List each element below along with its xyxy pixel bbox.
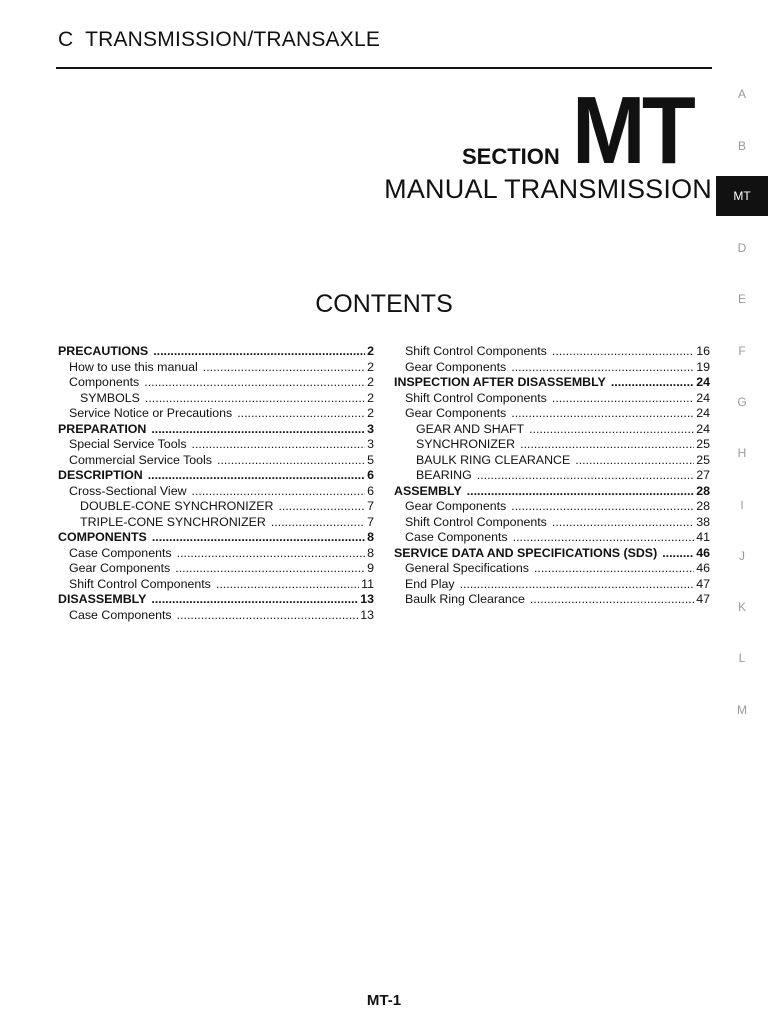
toc-entry[interactable] bbox=[394, 484, 710, 500]
toc-entry-page: 38 bbox=[696, 514, 710, 529]
toc-entry-title: Service Notice or Precautions bbox=[69, 406, 233, 420]
section-tab-m[interactable]: M bbox=[737, 703, 747, 717]
toc-entry-title: Components bbox=[69, 375, 140, 389]
toc-leader-dots bbox=[151, 592, 358, 608]
toc-entry-title: Baulk Ring Clearance bbox=[405, 592, 525, 606]
toc-entry-page: 25 bbox=[696, 437, 710, 451]
section-title: MANUAL TRANSMISSION bbox=[384, 174, 712, 204]
toc-entry-page: 3 bbox=[367, 437, 374, 451]
toc-entry[interactable] bbox=[58, 577, 374, 593]
section-tab-a[interactable]: A bbox=[737, 87, 746, 101]
toc-entry-title: Shift Control Components bbox=[69, 576, 211, 591]
toc-entry-page: 16 bbox=[696, 344, 710, 358]
chapter-title: TRANSMISSION/TRANSAXLE bbox=[85, 28, 381, 51]
toc-entry-title: Gear Components bbox=[405, 499, 507, 513]
toc-leader-dots bbox=[144, 375, 365, 391]
toc-entry-title: Gear Components bbox=[69, 561, 171, 575]
contents-heading: CONTENTS bbox=[315, 290, 453, 318]
toc-entry-page: 24 bbox=[696, 406, 710, 420]
toc-entry-title: DESCRIPTION bbox=[58, 468, 143, 482]
toc-entry[interactable] bbox=[58, 468, 374, 484]
toc-entry-page: 28 bbox=[696, 483, 710, 498]
toc-entry[interactable] bbox=[394, 453, 710, 469]
toc-entry[interactable] bbox=[394, 561, 710, 577]
toc-leader-dots bbox=[153, 344, 365, 360]
toc-entry[interactable] bbox=[58, 608, 374, 624]
section-label: SECTION bbox=[462, 144, 560, 169]
toc-leader-dots bbox=[217, 453, 365, 469]
toc-leader-dots bbox=[148, 468, 365, 484]
toc-entry-page: 2 bbox=[367, 390, 374, 405]
toc-entry-title: BEARING bbox=[416, 468, 472, 482]
toc-entry-title: Shift Control Components bbox=[405, 344, 547, 358]
toc-entry[interactable] bbox=[58, 375, 374, 391]
toc-entry-page: 5 bbox=[367, 452, 374, 467]
toc-entry[interactable] bbox=[394, 468, 710, 484]
section-tab-e[interactable]: E bbox=[737, 292, 746, 306]
toc-entry-title: Case Components bbox=[69, 545, 172, 560]
toc-entry[interactable] bbox=[394, 530, 710, 546]
toc-entry-title: PRECAUTIONS bbox=[58, 344, 149, 358]
toc-entry-title: GEAR AND SHAFT bbox=[416, 421, 525, 436]
section-tab-d[interactable]: D bbox=[737, 241, 747, 255]
toc-column-right bbox=[394, 344, 710, 608]
section-tab-g[interactable]: G bbox=[737, 395, 747, 409]
toc-entry[interactable] bbox=[394, 577, 710, 593]
toc-entry[interactable] bbox=[394, 406, 710, 422]
toc-leader-dots bbox=[662, 546, 694, 562]
toc-entry[interactable] bbox=[394, 360, 710, 376]
toc-entry-page: 2 bbox=[367, 344, 374, 358]
toc-leader-dots bbox=[611, 375, 694, 391]
toc-entry-page: 28 bbox=[696, 499, 710, 513]
toc-leader-dots bbox=[460, 577, 695, 593]
toc-leader-dots bbox=[151, 422, 365, 438]
section-tab-j[interactable]: J bbox=[739, 549, 745, 563]
toc-leader-dots bbox=[271, 515, 365, 531]
toc-leader-dots bbox=[192, 437, 366, 453]
toc-entry-page: 19 bbox=[696, 359, 710, 374]
toc-entry[interactable] bbox=[58, 360, 374, 376]
toc-leader-dots bbox=[575, 453, 694, 469]
toc-entry-page: 27 bbox=[696, 468, 710, 482]
toc-leader-dots bbox=[529, 422, 694, 438]
toc-leader-dots bbox=[552, 344, 694, 360]
toc-entry-title: Gear Components bbox=[405, 406, 507, 420]
toc-entry-title: Special Service Tools bbox=[69, 437, 187, 451]
section-tab-mt[interactable]: MT bbox=[716, 176, 768, 216]
toc-leader-dots bbox=[177, 608, 359, 624]
toc-entry-title: Shift Control Components bbox=[405, 390, 547, 405]
toc-leader-dots bbox=[552, 515, 694, 531]
toc-leader-dots bbox=[175, 561, 365, 577]
section-tab-f[interactable]: F bbox=[738, 344, 746, 358]
toc-entry[interactable] bbox=[58, 561, 374, 577]
toc-entry-title: PREPARATION bbox=[58, 421, 147, 436]
toc-leader-dots bbox=[511, 360, 694, 376]
toc-entry[interactable] bbox=[394, 375, 710, 391]
toc-entry-title: General Specifications bbox=[405, 561, 529, 575]
toc-entry-title: Case Components bbox=[69, 607, 172, 622]
section-tab-b[interactable]: B bbox=[737, 139, 746, 153]
toc-leader-dots bbox=[552, 391, 694, 407]
toc-entry-title: Commercial Service Tools bbox=[69, 452, 212, 467]
toc-leader-dots bbox=[530, 592, 694, 608]
toc-entry-page: 24 bbox=[696, 375, 710, 389]
toc-entry-title: BAULK RING CLEARANCE bbox=[416, 452, 571, 467]
toc-entry-page: 24 bbox=[696, 421, 710, 436]
toc-entry[interactable] bbox=[394, 592, 710, 608]
toc-entry-page: 13 bbox=[360, 607, 374, 622]
header-rule bbox=[56, 67, 712, 69]
toc-entry-page: 8 bbox=[367, 545, 374, 560]
toc-leader-dots bbox=[145, 391, 365, 407]
page-number: MT-1 bbox=[366, 992, 402, 1009]
toc-entry[interactable] bbox=[394, 422, 710, 438]
toc-leader-dots bbox=[177, 546, 365, 562]
toc-leader-dots bbox=[511, 406, 694, 422]
section-tab-k[interactable]: K bbox=[737, 600, 746, 614]
toc-entry-title: SERVICE DATA AND SPECIFICATIONS (SDS) bbox=[394, 545, 658, 560]
toc-entry[interactable] bbox=[58, 391, 374, 407]
toc-leader-dots bbox=[278, 499, 365, 515]
toc-entry-page: 24 bbox=[696, 390, 710, 405]
toc-entry-title: DISASSEMBLY bbox=[58, 592, 147, 606]
toc-entry-page: 25 bbox=[696, 452, 710, 467]
toc-leader-dots bbox=[192, 484, 366, 500]
toc-entry-title: COMPONENTS bbox=[58, 530, 147, 544]
section-code: MT bbox=[572, 77, 693, 184]
toc-entry[interactable] bbox=[394, 546, 710, 562]
toc-entry-page: 3 bbox=[367, 421, 374, 436]
toc-entry-title: Cross-Sectional View bbox=[69, 483, 187, 498]
toc-entry[interactable] bbox=[58, 344, 374, 360]
toc-entry-page: 46 bbox=[696, 545, 710, 560]
toc-entry-page: 47 bbox=[696, 592, 710, 606]
section-tab-h[interactable]: H bbox=[737, 446, 747, 460]
toc-entry-page: 11 bbox=[361, 576, 374, 591]
toc-leader-dots bbox=[520, 437, 694, 453]
toc-leader-dots bbox=[216, 577, 359, 593]
section-tab-i[interactable]: I bbox=[740, 498, 744, 512]
toc-entry-page: 2 bbox=[367, 359, 374, 374]
toc-leader-dots bbox=[203, 360, 365, 376]
toc-entry[interactable] bbox=[394, 499, 710, 515]
toc-entry[interactable] bbox=[58, 530, 374, 546]
toc-leader-dots bbox=[511, 499, 694, 515]
toc-leader-dots bbox=[513, 530, 695, 546]
toc-entry[interactable] bbox=[58, 406, 374, 422]
toc-entry-page: 7 bbox=[367, 514, 374, 529]
toc-leader-dots bbox=[534, 561, 694, 577]
toc-entry-title: SYNCHRONIZER bbox=[416, 437, 516, 451]
toc-entry-page: 41 bbox=[696, 530, 710, 544]
toc-entry[interactable] bbox=[394, 437, 710, 453]
toc-entry-title: ASSEMBLY bbox=[394, 483, 462, 498]
toc-entry[interactable] bbox=[58, 592, 374, 608]
toc-leader-dots bbox=[237, 406, 365, 422]
section-tab-l[interactable]: L bbox=[738, 651, 746, 665]
toc-entry[interactable] bbox=[58, 453, 374, 469]
chapter-letter: C bbox=[58, 28, 74, 51]
toc-entry-title: Gear Components bbox=[405, 359, 507, 374]
toc-entry-page: 47 bbox=[696, 576, 710, 591]
toc-leader-dots bbox=[477, 468, 694, 484]
toc-entry-title: SYMBOLS bbox=[80, 390, 140, 405]
toc-column-left bbox=[58, 344, 374, 623]
toc-entry-title: TRIPLE-CONE SYNCHRONIZER bbox=[80, 514, 266, 529]
toc-entry-page: 2 bbox=[367, 406, 374, 420]
toc-entry[interactable] bbox=[58, 499, 374, 515]
toc-entry[interactable] bbox=[58, 546, 374, 562]
toc-entry-page: 13 bbox=[360, 592, 374, 606]
toc-entry-title: INSPECTION AFTER DISASSEMBLY bbox=[394, 375, 606, 389]
chapter-header bbox=[58, 28, 380, 52]
toc-entry[interactable] bbox=[394, 344, 710, 360]
toc-entry-title: Case Components bbox=[405, 530, 508, 544]
toc-entry-page: 8 bbox=[367, 530, 374, 544]
section-index-tabs bbox=[716, 0, 768, 760]
toc-leader-dots bbox=[467, 484, 694, 500]
toc-entry-page: 9 bbox=[367, 561, 374, 575]
toc-entry[interactable] bbox=[394, 515, 710, 531]
toc-entry[interactable] bbox=[58, 437, 374, 453]
toc-entry-title: How to use this manual bbox=[69, 359, 198, 374]
toc-entry[interactable] bbox=[58, 515, 374, 531]
toc-entry[interactable] bbox=[394, 391, 710, 407]
toc-entry-page: 46 bbox=[696, 561, 710, 575]
toc-entry-page: 2 bbox=[367, 375, 374, 389]
toc-entry-page: 6 bbox=[367, 468, 374, 482]
toc-entry-page: 6 bbox=[367, 483, 374, 498]
toc-entry-title: End Play bbox=[405, 576, 455, 591]
toc-entry-title: Shift Control Components bbox=[405, 514, 547, 529]
toc-entry-page: 7 bbox=[367, 499, 374, 513]
toc-entry[interactable] bbox=[58, 422, 374, 438]
toc-entry[interactable] bbox=[58, 484, 374, 500]
toc-leader-dots bbox=[152, 530, 365, 546]
toc-entry-title: DOUBLE-CONE SYNCHRONIZER bbox=[80, 499, 274, 513]
